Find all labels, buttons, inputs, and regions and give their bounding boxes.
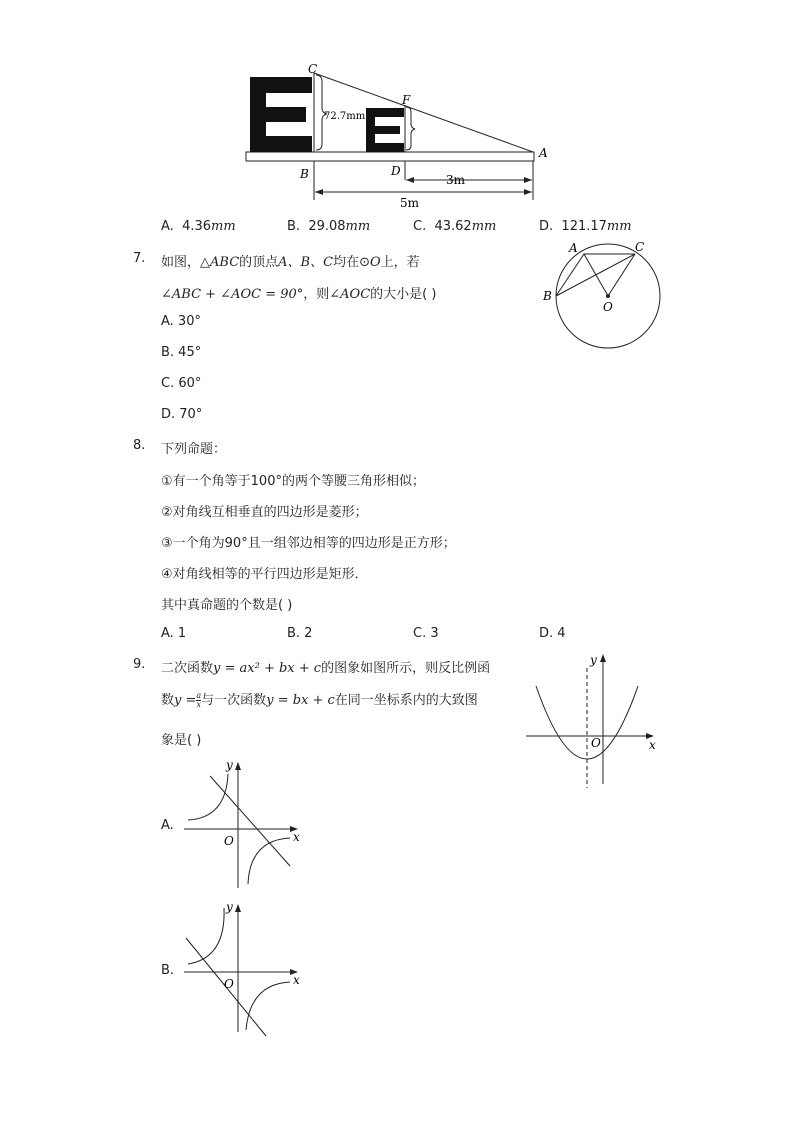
q6-option-b[interactable]: B. 29.08mm (287, 219, 371, 234)
svg-text:x: x (293, 973, 300, 987)
q9-fig-label-x: x (649, 738, 656, 752)
q6-option-d[interactable]: D. 121.17mm (539, 219, 632, 234)
q6-option-c[interactable]: C. 43.62mm (413, 219, 497, 234)
ground-bar (246, 152, 534, 161)
q9-option-a-graph[interactable] (180, 756, 305, 890)
fig7-label-a: A (569, 241, 578, 255)
q8-item-1: ①有一个角等于100°的两个等腰三角形相似； (161, 474, 425, 489)
q7-option-c[interactable]: C. 60° (161, 376, 202, 391)
segment-ao (584, 254, 608, 296)
q9-number: 9. (133, 657, 146, 672)
q9-line-3: 象是( ) (161, 733, 202, 748)
q9-fig-label-o: O (591, 736, 601, 750)
q7-option-a[interactable]: A. 30° (161, 314, 201, 329)
q9-option-a-label[interactable]: A. (161, 818, 174, 833)
q6-figure (240, 60, 560, 215)
fraction-a-over-x: $\frac{a}{x}$ (196, 691, 202, 709)
q8-question: 其中真命题的个数是( ) (161, 598, 293, 613)
q8-number: 8. (133, 438, 146, 453)
q8-option-b[interactable]: B. 2 (287, 626, 313, 641)
svg-text:y: y (226, 758, 233, 772)
q9-option-b-graph[interactable] (180, 898, 305, 1038)
dist-5m: 5m (400, 196, 420, 210)
q7-option-b[interactable]: B. 45° (161, 345, 202, 360)
svg-text:O: O (224, 977, 234, 991)
q8-item-3: ③一个角为90°且一组邻边相等的四边形是正方形； (161, 536, 456, 551)
label-d: D (391, 164, 401, 178)
fig7-label-b: B (543, 289, 552, 303)
hyperbola-branch-1 (188, 908, 224, 964)
dist-3m: 3m (446, 173, 466, 187)
small-e-letter (366, 108, 404, 152)
q9-parabola-figure (522, 648, 662, 790)
svg-text:O: O (224, 834, 234, 848)
q8-item-4: ④对角线相等的平行四边形是矩形． (161, 567, 368, 582)
label-c: C (308, 62, 318, 76)
svg-text:y: y (226, 900, 233, 914)
q8-option-d[interactable]: D. 4 (539, 626, 566, 641)
q8-intro: 下列命题： (161, 442, 227, 457)
line-graph (210, 776, 290, 866)
q9-line-2: 数y = $\frac{a}{x}$ 与一次函数y = bx + c在同一坐标系内的大致图 (161, 691, 478, 709)
q7-line-1: 如图，△ABC的顶点A、B、C均在⊙O上，若 (161, 255, 420, 270)
q9-fig-label-y: y (590, 653, 597, 667)
segment-co (608, 254, 635, 296)
q8-option-c[interactable]: C. 3 (413, 626, 439, 641)
q7-line-2: ∠ABC + ∠AOC = 90°，则∠AOC的大小是( ) (161, 287, 437, 302)
q7-figure (535, 238, 675, 356)
q9-option-b-label[interactable]: B. (161, 963, 175, 978)
q7-option-d[interactable]: D. 70° (161, 407, 203, 422)
fig7-label-c: C (635, 240, 645, 254)
fig7-label-o: O (603, 300, 613, 314)
q7-number: 7. (133, 251, 146, 266)
label-a: A (539, 146, 548, 160)
big-e-letter (250, 77, 312, 152)
q9-line-1: 二次函数y = ax² + bx + c的图象如图所示，则反比例函 (161, 661, 491, 676)
hyperbola-branch-2 (246, 982, 290, 1030)
q8-item-2: ②对角线互相垂直的四边形是菱形； (161, 505, 368, 520)
q6-option-a[interactable]: A. 4.36mm (161, 219, 236, 234)
svg-text:x: x (293, 830, 300, 844)
height-label: 72.7mm (324, 111, 366, 122)
hyperbola-branch-2 (248, 838, 290, 884)
label-b: B (300, 167, 309, 181)
hyperbola-branch-1 (188, 774, 228, 820)
label-f: F (402, 93, 411, 107)
q8-option-a[interactable]: A. 1 (161, 626, 187, 641)
center-dot (606, 294, 610, 298)
brace-fd (406, 107, 415, 150)
